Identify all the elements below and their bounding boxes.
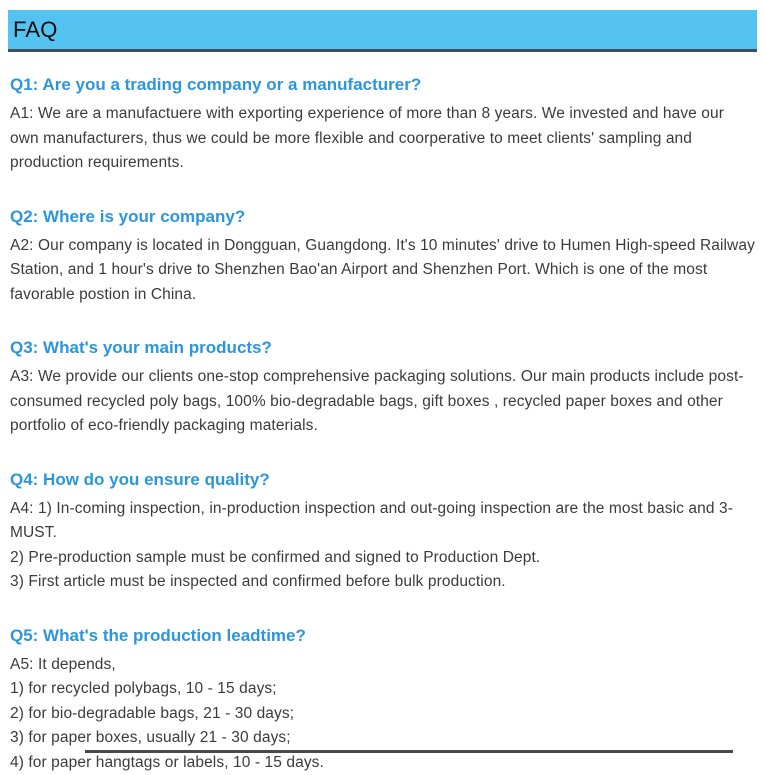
- faq-item: [10, 207, 755, 308]
- faq-section-header: [8, 10, 757, 52]
- faq-answer-line: A4: 1) In-coming inspection, in-production inspection and out-going inspection are the most basic and 3-MUST.: [10, 497, 755, 546]
- faq-answer-line: 4) for paper hangtags or labels, 10 - 15 days.: [10, 751, 755, 775]
- next-section-divider: [85, 750, 733, 753]
- faq-answer: [10, 365, 755, 439]
- faq-question: Q2: Where is your company?: [10, 207, 755, 227]
- faq-answer-line: 3) First article must be inspected and confirmed before bulk production.: [10, 570, 755, 595]
- faq-question: Q1: Are you a trading company or a manufacturer?: [10, 75, 755, 95]
- faq-answer: [10, 653, 755, 775]
- faq-question: Q3: What's your main products?: [10, 338, 755, 358]
- faq-answer: [10, 497, 755, 595]
- faq-question: Q4: How do you ensure quality?: [10, 470, 755, 490]
- faq-item: [10, 75, 755, 176]
- faq-answer-line: A1: We are a manufactuere with exporting experience of more than 8 years. We invested and have our own manufacturers, thus we could be more flexible and coorperative to meet clients' sampling and production requirements.: [10, 102, 755, 176]
- faq-answer-line: A3: We provide our clients one-stop comprehensive packaging solutions. Our main products include post-consumed recycled poly bags, 100% bio-degradable bags, gift boxes , recycled paper boxes and other portfolio of eco-friendly packaging materials.: [10, 365, 755, 439]
- faq-answer-line: A2: Our company is located in Dongguan, Guangdong. It's 10 minutes' drive to Humen High-speed Railway Station, and 1 hour's drive to Shenzhen Bao'an Airport and Shenzhen Port. Which is one of the most favorable postion in China.: [10, 234, 755, 308]
- faq-answer-line: 3) for paper boxes, usually 21 - 30 days;: [10, 726, 755, 751]
- faq-item: [10, 338, 755, 439]
- faq-answer-line: 2) Pre-production sample must be confirmed and signed to Production Dept.: [10, 546, 755, 571]
- faq-answer-line: 1) for recycled polybags, 10 - 15 days;: [10, 677, 755, 702]
- faq-answer: [10, 102, 755, 176]
- faq-answer: [10, 234, 755, 308]
- faq-question: Q5: What's the production leadtime?: [10, 626, 755, 646]
- faq-answer-line: A5: It depends,: [10, 653, 755, 678]
- faq-list: [0, 75, 765, 775]
- faq-item: [10, 470, 755, 595]
- faq-section-title: FAQ: [13, 17, 58, 43]
- faq-answer-line: 2) for bio-degradable bags, 21 - 30 days;: [10, 702, 755, 727]
